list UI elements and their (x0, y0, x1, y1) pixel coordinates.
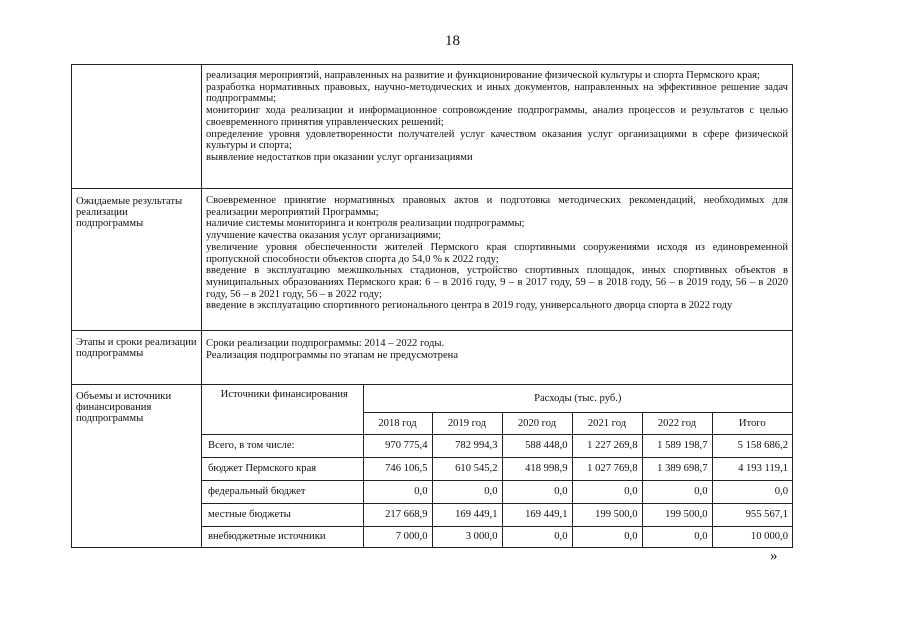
value-cell: 10 000,0 (712, 526, 792, 547)
value-cell: 217 668,9 (363, 503, 432, 526)
value-cell: 0,0 (712, 480, 792, 503)
result-line: увеличение уровня обеспеченности жителей Пермского края спортивными сооружениями исходя из единовременной пропускной способности объектов спорта до 54,0 % к 2022 году; (206, 241, 788, 265)
header-expenses: Расходы (тыс. руб.) (363, 385, 792, 412)
value-cell: 1 027 769,8 (572, 457, 642, 480)
source-name: Всего, в том числе: (202, 434, 363, 457)
year-header: 2018 год (363, 412, 432, 434)
stages-label: Этапы и сроки реализации подпрограммы (72, 331, 202, 384)
financing-table (202, 385, 792, 547)
financing-row-local (202, 503, 792, 526)
financing-label: Объемы и источники финансирования подпрограммы (72, 385, 202, 547)
value-cell: 0,0 (572, 526, 642, 547)
value-cell: 970 775,4 (363, 434, 432, 457)
value-cell: 7 000,0 (363, 526, 432, 547)
value-cell: 199 500,0 (572, 503, 642, 526)
header-sources: Источники финансирования (202, 385, 363, 434)
value-cell: 746 106,5 (363, 457, 432, 480)
tasks-content (202, 65, 792, 188)
year-header: 2022 год (642, 412, 712, 434)
value-cell: 1 389 698,7 (642, 457, 712, 480)
financing-row-extrabudgetary (202, 526, 792, 547)
year-header: 2021 год (572, 412, 642, 434)
task-line: реализация мероприятий, направленных на развитие и функционирование физической культуры и спорта Пермского края; (206, 70, 760, 81)
value-cell: 0,0 (642, 526, 712, 547)
value-cell: 955 567,1 (712, 503, 792, 526)
year-header: 2020 год (502, 412, 572, 434)
expected-results-content (202, 189, 792, 330)
tasks-label (72, 65, 202, 188)
expected-results-row (72, 188, 792, 330)
value-cell: 3 000,0 (432, 526, 502, 547)
stage-line: Реализация подпрограммы по этапам не предусмотрена (206, 349, 459, 361)
value-cell: 199 500,0 (642, 503, 712, 526)
source-name: внебюджетные источники (202, 526, 363, 547)
value-cell: 0,0 (502, 526, 572, 547)
year-header: 2019 год (432, 412, 502, 434)
task-line: мониторинг хода реализации и информационное сопровождение подпрограммы, анализ процессов и результатов с целью своевременного принятия управленческих решений; (206, 105, 788, 128)
expected-results-label: Ожидаемые результаты реализации подпрограммы (72, 189, 202, 330)
result-line: введение в эксплуатацию межшкольных стадионов, устройство спортивных площадок, иных спортивных объектов в муниципальных образованиях Пермского края: 6 – в 2016 году, 9 – в 2017 году, 59 – в 2018 году, 56 – в 2019 году, 56 – в 2020 году, 56 – в 2021 году, 56 – в 2022 году; (206, 265, 788, 300)
closing-quote-mark: » (770, 548, 778, 564)
total-header: Итого (712, 412, 792, 434)
value-cell: 169 449,1 (502, 503, 572, 526)
value-cell: 610 545,2 (432, 457, 502, 480)
result-line: улучшение качества оказания услуг организациями; (206, 230, 442, 242)
value-cell: 588 448,0 (502, 434, 572, 457)
value-cell: 0,0 (572, 480, 642, 503)
value-cell: 782 994,3 (432, 434, 502, 457)
value-cell: 0,0 (502, 480, 572, 503)
value-cell: 0,0 (363, 480, 432, 503)
page-number: 18 (445, 33, 460, 49)
value-cell: 418 998,9 (502, 457, 572, 480)
value-cell: 0,0 (432, 480, 502, 503)
value-cell: 1 589 198,7 (642, 434, 712, 457)
value-cell: 1 227 269,8 (572, 434, 642, 457)
tasks-row (72, 65, 792, 188)
financing-cell (202, 385, 792, 547)
financing-row-regional (202, 457, 792, 480)
stage-line: Сроки реализации подпрограммы: 2014 – 2022 годы. (206, 338, 445, 349)
financing-row (72, 384, 792, 547)
value-cell: 0,0 (642, 480, 712, 503)
stages-content (202, 331, 792, 384)
financing-row-total (202, 434, 792, 457)
task-line: разработка нормативных правовых, научно-методических и иных документов, направленных на эффективное решение задач подпрограммы; (206, 81, 788, 105)
task-line: выявление недостатков при оказании услуг организациями (206, 151, 473, 163)
result-line: введение в эксплуатацию спортивного регионального центра в 2019 году, универсального дворца спорта в 2022 году (206, 300, 733, 312)
value-cell: 4 193 119,1 (712, 457, 792, 480)
source-name: бюджет Пермского края (202, 457, 363, 480)
task-line: определение уровня удовлетворенности получателей услуг качеством оказания услуг организациями в сфере физической культуры и спорта; (206, 128, 788, 152)
stages-row (72, 330, 792, 384)
source-name: местные бюджеты (202, 503, 363, 526)
result-line: наличие системы мониторинга и контроля реализации подпрограммы; (206, 218, 525, 230)
value-cell: 169 449,1 (432, 503, 502, 526)
source-name: федеральный бюджет (202, 480, 363, 503)
value-cell: 5 158 686,2 (712, 434, 792, 457)
financing-row-federal (202, 480, 792, 503)
result-line: Своевременное принятие нормативных правовых актов и подготовка методических рекомендаций, необходимых для реализации мероприятий Программы; (206, 195, 788, 218)
subprogram-passport-table (71, 64, 793, 548)
